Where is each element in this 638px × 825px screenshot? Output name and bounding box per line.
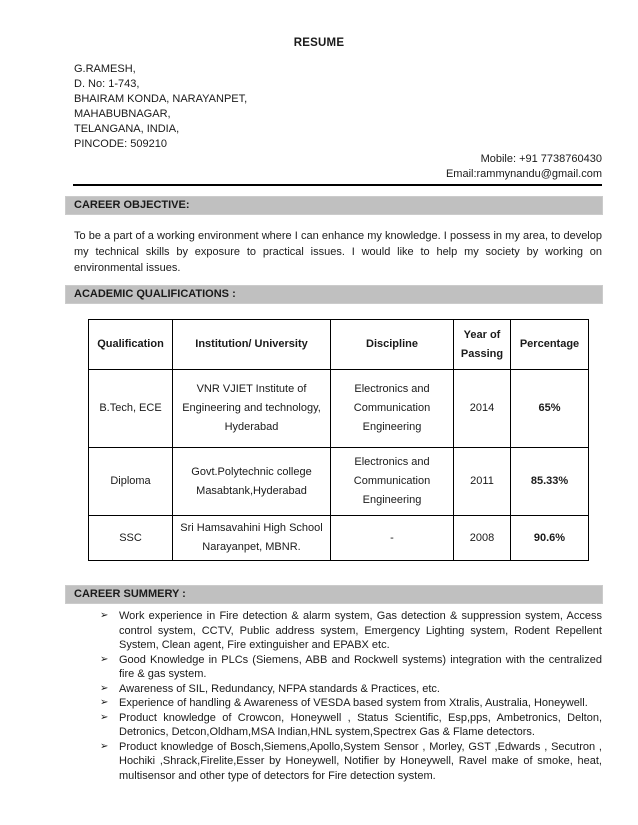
- section-heading-career-summary: CAREER SUMMERY :: [65, 585, 603, 604]
- summary-item: [100, 711, 602, 740]
- address-line: TELANGANA, INDIA,: [74, 123, 180, 135]
- arrow-bullet-icon: ➢: [100, 711, 109, 723]
- table-row: [89, 448, 589, 516]
- table-row: [89, 516, 589, 561]
- summary-item-text: Good Knowledge in PLCs (Siemens, ABB and Rockwell systems) integration with the centralized fire & gas system.: [119, 653, 602, 680]
- cell-percentage: 65%: [511, 370, 589, 448]
- cell-discipline: -: [331, 516, 454, 561]
- summary-item: [100, 682, 602, 697]
- cell-year: 2014: [454, 370, 511, 448]
- summary-item: [100, 696, 602, 711]
- cell-percentage: 90.6%: [511, 516, 589, 561]
- arrow-bullet-icon: ➢: [100, 653, 109, 665]
- cell-discipline: Electronics and Communication Engineering: [331, 448, 454, 516]
- table-header-row: [89, 320, 589, 370]
- header-divider: [73, 184, 602, 186]
- cell-institution: VNR VJIET Institute of Engineering and technology, Hyderabad: [173, 370, 331, 448]
- cell-year: 2008: [454, 516, 511, 561]
- column-header-percentage: Percentage: [511, 320, 589, 370]
- arrow-bullet-icon: ➢: [100, 682, 109, 694]
- summary-item-text: Experience of handling & Awareness of VESDA based system from Xtralis, Australia, Honeywell.: [119, 697, 588, 709]
- address-line: D. No: 1-743,: [74, 78, 140, 90]
- objective-text: To be a part of a working environment where I can enhance my knowledge. I possess in my area, to develop my technical skills by exposure to practical issues. I would like to help my society by working on environmental issues.: [74, 230, 602, 274]
- qualifications-table-wrap: [88, 319, 638, 561]
- column-header-institution: Institution/ University: [173, 320, 331, 370]
- mobile-line: Mobile: +91 7738760430: [480, 153, 602, 165]
- summary-item-text: Work experience in Fire detection & alarm system, Gas detection & suppression system, Access control system, CCTV, Public address system, Emergency Lighting system, Rodent Repellent System, Clean agent, Fire extinguisher and EPABX etc.: [119, 610, 602, 651]
- qualifications-table: [88, 319, 589, 561]
- cell-institution: Sri Hamsavahini High School Narayanpet, MBNR.: [173, 516, 331, 561]
- summary-item-text: Awareness of SIL, Redundancy, NFPA standards & Practices, etc.: [119, 682, 440, 695]
- column-header-qualification: Qualification: [89, 320, 173, 370]
- cell-qualification: Diploma: [89, 448, 173, 516]
- section-heading-career-objective: CAREER OBJECTIVE:: [65, 196, 603, 215]
- address-line: MAHABUBNAGAR,: [74, 108, 171, 120]
- cell-discipline: Electronics and Communication Engineering: [331, 370, 454, 448]
- address-line: BHAIRAM KONDA, NARAYANPET,: [74, 93, 248, 105]
- cell-qualification: B.Tech, ECE: [89, 370, 173, 448]
- cell-year: 2011: [454, 448, 511, 516]
- summary-item: [100, 609, 602, 653]
- contact-block: [74, 152, 602, 182]
- table-row: [89, 370, 589, 448]
- cell-qualification: SSC: [89, 516, 173, 561]
- summary-item-text: Product knowledge of Bosch,Siemens,Apollo,System Sensor , Morley, GST ,Edwards , Secutron , Hochiki ,Shrack,Firelite,Esser by Honeywell, Notifier by Honeywell, Ravel make of smoke, heat, multisensor and other type of detectors for Fire detection system.: [119, 740, 602, 782]
- arrow-bullet-icon: ➢: [100, 610, 109, 621]
- column-header-discipline: Discipline: [331, 320, 454, 370]
- arrow-bullet-icon: ➢: [100, 740, 109, 752]
- summary-item-text: Product knowledge of Crowcon, Honeywell , Status Scientific, Esp,pps, Ambetronics, Delton, Detronics, Detcon,Oldham,MSA Indian,HNL system,Spectrex Gas & Flame detectors.: [119, 711, 602, 738]
- address-block: [74, 62, 602, 152]
- arrow-bullet-icon: ➢: [100, 697, 109, 708]
- summary-list: [100, 609, 602, 783]
- address-line: PINCODE: 509210: [74, 138, 167, 150]
- address-line: G.RAMESH,: [74, 63, 136, 75]
- section-heading-academic-qualifications: ACADEMIC QUALIFICATIONS :: [65, 285, 603, 304]
- column-header-year: Year of Passing: [454, 320, 511, 370]
- document-title: RESUME: [293, 37, 345, 49]
- summary-item: [100, 740, 602, 784]
- cell-institution: Govt.Polytechnic college Masabtank,Hyderabad: [173, 448, 331, 516]
- cell-percentage: 85.33%: [511, 448, 589, 516]
- summary-item: [100, 653, 602, 682]
- email-line: Email:rammynandu@gmail.com: [445, 168, 602, 180]
